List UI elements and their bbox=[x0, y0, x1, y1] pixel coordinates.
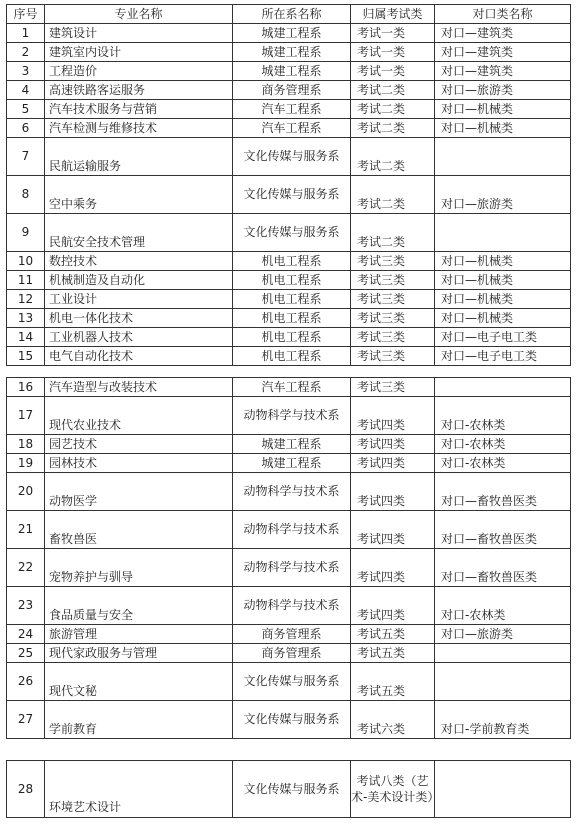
row-name: 民航运输服务 bbox=[45, 138, 233, 176]
row-dept: 动物科学与技术系 bbox=[233, 473, 351, 511]
row-cat: 对口-农林类 bbox=[435, 587, 571, 625]
row-cat: 对口—畜牧兽医类 bbox=[435, 511, 571, 549]
table-row bbox=[7, 663, 571, 701]
row-dept: 汽车工程系 bbox=[233, 119, 351, 138]
row-dept: 机电工程系 bbox=[233, 290, 351, 309]
row-dept: 机电工程系 bbox=[233, 271, 351, 290]
row-num: 2 bbox=[7, 43, 45, 62]
row-exam: 考试一类 bbox=[351, 62, 435, 81]
table-row bbox=[7, 378, 571, 397]
row-num: 13 bbox=[7, 309, 45, 328]
row-dept: 文化传媒与服务系 bbox=[233, 761, 351, 818]
row-cat bbox=[435, 214, 571, 252]
table-row bbox=[7, 290, 571, 309]
row-exam: 考试六类 bbox=[351, 701, 435, 739]
row-name: 现代农业技术 bbox=[45, 397, 233, 435]
row-name: 建筑设计 bbox=[45, 24, 233, 43]
row-dept: 机电工程系 bbox=[233, 347, 351, 366]
row-exam: 考试一类 bbox=[351, 43, 435, 62]
table-row bbox=[7, 644, 571, 663]
row-exam: 考试二类 bbox=[351, 81, 435, 100]
row-dept: 动物科学与技术系 bbox=[233, 587, 351, 625]
row-cat bbox=[435, 378, 571, 397]
row-name: 电气自动化技术 bbox=[45, 347, 233, 366]
row-num: 22 bbox=[7, 549, 45, 587]
row-cat: 对口—旅游类 bbox=[435, 176, 571, 214]
row-dept: 汽车工程系 bbox=[233, 378, 351, 397]
row-num: 28 bbox=[7, 761, 45, 818]
row-cat: 对口—建筑类 bbox=[435, 62, 571, 81]
row-num: 14 bbox=[7, 328, 45, 347]
row-exam: 考试三类 bbox=[351, 290, 435, 309]
row-num: 16 bbox=[7, 378, 45, 397]
row-exam: 考试五类 bbox=[351, 644, 435, 663]
row-exam: 考试三类 bbox=[351, 252, 435, 271]
table-row bbox=[7, 473, 571, 511]
table-row bbox=[7, 176, 571, 214]
table-row bbox=[7, 435, 571, 454]
majors-table-part-3 bbox=[6, 760, 571, 818]
row-dept: 商务管理系 bbox=[233, 81, 351, 100]
row-name: 工业机器人技术 bbox=[45, 328, 233, 347]
row-name: 汽车技术服务与营销 bbox=[45, 100, 233, 119]
row-dept: 文化传媒与服务系 bbox=[233, 701, 351, 739]
row-exam: 考试五类 bbox=[351, 625, 435, 644]
row-num: 8 bbox=[7, 176, 45, 214]
table-row bbox=[7, 625, 571, 644]
row-dept: 城建工程系 bbox=[233, 62, 351, 81]
header-cat: 对口类名称 bbox=[435, 5, 571, 24]
row-num: 24 bbox=[7, 625, 45, 644]
row-dept: 城建工程系 bbox=[233, 43, 351, 62]
row-dept: 动物科学与技术系 bbox=[233, 397, 351, 435]
table-row bbox=[7, 701, 571, 739]
row-num: 11 bbox=[7, 271, 45, 290]
row-exam: 考试三类 bbox=[351, 271, 435, 290]
row-name: 数控技术 bbox=[45, 252, 233, 271]
row-exam: 考试三类 bbox=[351, 347, 435, 366]
row-cat bbox=[435, 761, 571, 818]
header-num: 序号 bbox=[7, 5, 45, 24]
row-dept: 文化传媒与服务系 bbox=[233, 138, 351, 176]
row-cat: 对口—机械类 bbox=[435, 309, 571, 328]
row-exam: 考试四类 bbox=[351, 397, 435, 435]
row-exam: 考试二类 bbox=[351, 100, 435, 119]
row-name: 空中乘务 bbox=[45, 176, 233, 214]
row-name: 汽车造型与改装技术 bbox=[45, 378, 233, 397]
row-cat: 对口—旅游类 bbox=[435, 625, 571, 644]
row-dept: 商务管理系 bbox=[233, 644, 351, 663]
row-dept: 城建工程系 bbox=[233, 454, 351, 473]
table-row bbox=[7, 761, 571, 818]
row-dept: 汽车工程系 bbox=[233, 100, 351, 119]
table-row bbox=[7, 81, 571, 100]
table-row bbox=[7, 587, 571, 625]
row-exam: 考试三类 bbox=[351, 328, 435, 347]
header-name: 专业名称 bbox=[45, 5, 233, 24]
majors-table-part-2 bbox=[6, 377, 571, 739]
row-exam: 考试四类 bbox=[351, 454, 435, 473]
row-dept: 动物科学与技术系 bbox=[233, 549, 351, 587]
row-cat bbox=[435, 663, 571, 701]
row-num: 27 bbox=[7, 701, 45, 739]
row-exam: 考试三类 bbox=[351, 309, 435, 328]
row-cat: 对口-农林类 bbox=[435, 454, 571, 473]
table-row bbox=[7, 119, 571, 138]
header-exam: 归属考试类 bbox=[351, 5, 435, 24]
row-dept: 机电工程系 bbox=[233, 309, 351, 328]
row-cat: 对口-农林类 bbox=[435, 397, 571, 435]
row-num: 20 bbox=[7, 473, 45, 511]
row-exam: 考试四类 bbox=[351, 511, 435, 549]
table-row bbox=[7, 62, 571, 81]
row-num: 21 bbox=[7, 511, 45, 549]
row-exam: 考试三类 bbox=[351, 378, 435, 397]
row-dept: 文化传媒与服务系 bbox=[233, 214, 351, 252]
row-num: 1 bbox=[7, 24, 45, 43]
row-num: 26 bbox=[7, 663, 45, 701]
row-name: 园艺技术 bbox=[45, 435, 233, 454]
row-name: 工业设计 bbox=[45, 290, 233, 309]
row-name: 机械制造及自动化 bbox=[45, 271, 233, 290]
row-name: 环境艺术设计 bbox=[45, 761, 233, 818]
row-name: 宠物养护与驯导 bbox=[45, 549, 233, 587]
row-num: 6 bbox=[7, 119, 45, 138]
row-exam: 考试一类 bbox=[351, 24, 435, 43]
row-dept: 文化传媒与服务系 bbox=[233, 176, 351, 214]
row-name: 园林技术 bbox=[45, 454, 233, 473]
row-exam: 考试二类 bbox=[351, 176, 435, 214]
row-name: 汽车检测与维修技术 bbox=[45, 119, 233, 138]
table-row bbox=[7, 454, 571, 473]
row-name: 畜牧兽医 bbox=[45, 511, 233, 549]
row-dept: 城建工程系 bbox=[233, 24, 351, 43]
row-name: 建筑室内设计 bbox=[45, 43, 233, 62]
row-num: 25 bbox=[7, 644, 45, 663]
row-exam: 考试五类 bbox=[351, 663, 435, 701]
row-name: 学前教育 bbox=[45, 701, 233, 739]
row-cat: 对口—电子电工类 bbox=[435, 347, 571, 366]
row-exam: 考试四类 bbox=[351, 587, 435, 625]
row-exam: 考试四类 bbox=[351, 435, 435, 454]
table-row bbox=[7, 138, 571, 176]
row-cat: 对口—旅游类 bbox=[435, 81, 571, 100]
table-row bbox=[7, 24, 571, 43]
row-num: 19 bbox=[7, 454, 45, 473]
table-row bbox=[7, 271, 571, 290]
header-dept: 所在系名称 bbox=[233, 5, 351, 24]
row-cat bbox=[435, 644, 571, 663]
row-num: 9 bbox=[7, 214, 45, 252]
row-exam: 考试二类 bbox=[351, 119, 435, 138]
table-row bbox=[7, 397, 571, 435]
row-num: 15 bbox=[7, 347, 45, 366]
row-cat: 对口—机械类 bbox=[435, 252, 571, 271]
row-num: 18 bbox=[7, 435, 45, 454]
row-dept: 机电工程系 bbox=[233, 328, 351, 347]
row-cat: 对口-学前教育类 bbox=[435, 701, 571, 739]
majors-table-part-1 bbox=[6, 4, 571, 366]
table-row bbox=[7, 43, 571, 62]
row-name: 工程造价 bbox=[45, 62, 233, 81]
table-row bbox=[7, 347, 571, 366]
row-dept: 动物科学与技术系 bbox=[233, 511, 351, 549]
row-cat: 对口—机械类 bbox=[435, 271, 571, 290]
row-cat: 对口—畜牧兽医类 bbox=[435, 473, 571, 511]
row-num: 3 bbox=[7, 62, 45, 81]
row-name: 现代文秘 bbox=[45, 663, 233, 701]
row-cat bbox=[435, 138, 571, 176]
row-exam: 考试四类 bbox=[351, 549, 435, 587]
row-dept: 文化传媒与服务系 bbox=[233, 663, 351, 701]
row-exam: 考试二类 bbox=[351, 138, 435, 176]
row-name: 民航安全技术管理 bbox=[45, 214, 233, 252]
row-dept: 城建工程系 bbox=[233, 435, 351, 454]
row-cat: 对口—畜牧兽医类 bbox=[435, 549, 571, 587]
row-cat: 对口—机械类 bbox=[435, 290, 571, 309]
row-num: 4 bbox=[7, 81, 45, 100]
row-name: 高速铁路客运服务 bbox=[45, 81, 233, 100]
row-name: 动物医学 bbox=[45, 473, 233, 511]
row-cat: 对口—机械类 bbox=[435, 100, 571, 119]
row-name: 机电一体化技术 bbox=[45, 309, 233, 328]
table-row bbox=[7, 328, 571, 347]
header-row bbox=[7, 5, 571, 24]
row-exam: 考试四类 bbox=[351, 473, 435, 511]
row-exam: 考试八类（艺术-美术设计类） bbox=[351, 761, 435, 818]
row-dept: 商务管理系 bbox=[233, 625, 351, 644]
row-cat: 对口-农林类 bbox=[435, 435, 571, 454]
row-cat: 对口—建筑类 bbox=[435, 43, 571, 62]
row-num: 17 bbox=[7, 397, 45, 435]
row-num: 5 bbox=[7, 100, 45, 119]
row-name: 旅游管理 bbox=[45, 625, 233, 644]
table-row bbox=[7, 100, 571, 119]
row-num: 23 bbox=[7, 587, 45, 625]
row-name: 现代家政服务与管理 bbox=[45, 644, 233, 663]
table-row bbox=[7, 549, 571, 587]
table-row bbox=[7, 309, 571, 328]
row-name: 食品质量与安全 bbox=[45, 587, 233, 625]
row-num: 10 bbox=[7, 252, 45, 271]
row-dept: 机电工程系 bbox=[233, 252, 351, 271]
row-num: 12 bbox=[7, 290, 45, 309]
row-num: 7 bbox=[7, 138, 45, 176]
table-row bbox=[7, 511, 571, 549]
row-exam: 考试二类 bbox=[351, 214, 435, 252]
row-cat: 对口—电子电工类 bbox=[435, 328, 571, 347]
table-row bbox=[7, 252, 571, 271]
row-cat: 对口—建筑类 bbox=[435, 24, 571, 43]
row-cat: 对口—机械类 bbox=[435, 119, 571, 138]
table-row bbox=[7, 214, 571, 252]
